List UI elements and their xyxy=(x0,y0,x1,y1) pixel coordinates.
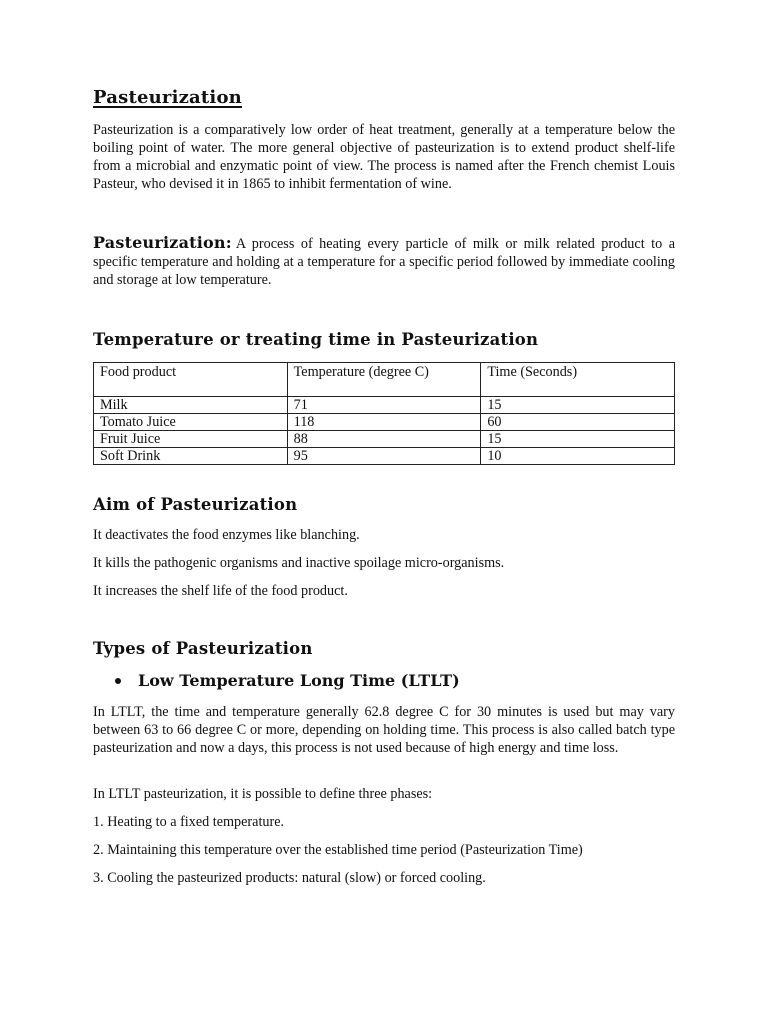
column-header: Food product xyxy=(94,363,288,397)
phase-item: 2. Maintaining this temperature over the established time period (Pasteurization Time) xyxy=(93,842,583,858)
table-row xyxy=(94,414,675,431)
phase-item: 3. Cooling the pasteurized products: natural (slow) or forced cooling. xyxy=(93,870,486,886)
definition-paragraph xyxy=(93,234,675,289)
table-cell: 71 xyxy=(287,397,481,414)
table-cell: Milk xyxy=(94,397,288,414)
column-header: Temperature (degree C) xyxy=(287,363,481,397)
document-title: Pasteurization xyxy=(93,87,242,108)
definition-text: A process of heating every particle of milk or milk related product to a specific temperature and holding at a temperature for a specific period followed by immediate cooling and storage at low temperature. xyxy=(93,236,675,288)
aim-item: It deactivates the food enzymes like blanching. xyxy=(93,527,360,543)
bullet-label: Low Temperature Long Time (LTLT) xyxy=(138,671,460,690)
table-cell: 10 xyxy=(481,448,675,465)
table-row xyxy=(94,431,675,448)
table-cell: 15 xyxy=(481,397,675,414)
table-cell: Fruit Juice xyxy=(94,431,288,448)
table-cell: Soft Drink xyxy=(94,448,288,465)
bullet-item-ltlt xyxy=(113,671,460,690)
table-cell: Tomato Juice xyxy=(94,414,288,431)
pasteurization-table xyxy=(93,362,675,465)
table-cell: 95 xyxy=(287,448,481,465)
aim-item: It kills the pathogenic organisms and inactive spoilage micro-organisms. xyxy=(93,555,505,571)
bullet-icon xyxy=(115,678,121,684)
table-cell: 15 xyxy=(481,431,675,448)
phase-item: 1. Heating to a fixed temperature. xyxy=(93,814,285,830)
ltlt-paragraph: In LTLT, the time and temperature generally 62.8 degree C for 30 minutes is used but may vary between 63 to 66 degree C or more, depending on holding time. This process is also called batch type pasteurization and now a days, this process is not used because of high energy and time loss. xyxy=(93,704,675,756)
table-header-row xyxy=(94,363,675,397)
table-row xyxy=(94,448,675,465)
aim-heading: Aim of Pasteurization xyxy=(93,495,298,514)
column-header: Time (Seconds) xyxy=(481,363,675,397)
aim-item: It increases the shelf life of the food product. xyxy=(93,583,348,599)
table-heading: Temperature or treating time in Pasteurization xyxy=(93,330,539,349)
intro-paragraph: Pasteurization is a comparatively low order of heat treatment, generally at a temperature below the boiling point of water. The more general objective of pasteurization is to extend product shelf-life from a microbial and enzymatic point of view. The process is named after the French chemist Louis Pasteur, who devised it in 1865 to inhibit fermentation of wine. xyxy=(93,122,675,192)
table-cell: 88 xyxy=(287,431,481,448)
types-heading: Types of Pasteurization xyxy=(93,639,313,658)
table-cell: 118 xyxy=(287,414,481,431)
phases-intro: In LTLT pasteurization, it is possible to define three phases: xyxy=(93,786,433,802)
table-cell: 60 xyxy=(481,414,675,431)
definition-term: Pasteurization: xyxy=(93,233,232,252)
table-row xyxy=(94,397,675,414)
